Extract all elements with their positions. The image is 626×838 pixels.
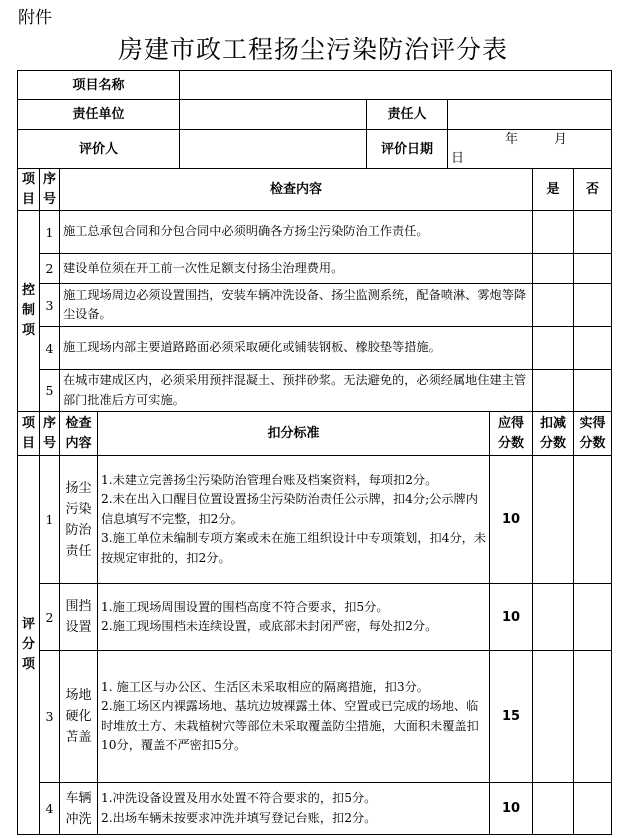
scoring-col-no: 序号	[40, 412, 60, 456]
project-name-label: 项目名称	[18, 71, 180, 100]
control-row	[18, 327, 612, 370]
scoring-col-deduct: 扣减分数	[533, 412, 574, 456]
control-col-item: 项目	[18, 169, 40, 211]
control-yes-cell[interactable]	[533, 284, 574, 327]
control-row	[18, 254, 612, 284]
control-row	[18, 211, 612, 254]
control-row-content: 施工总承包合同和分包合同中必须明确各方扬尘污染防治工作责任。	[60, 211, 533, 254]
control-row	[18, 370, 612, 412]
control-row-content: 建设单位须在开工前一次性足额支付扬尘治理费用。	[60, 254, 533, 284]
scoring-row-actual-cell[interactable]	[574, 456, 612, 584]
scoring-row-deduct-cell[interactable]	[533, 584, 574, 651]
scoring-row	[18, 651, 612, 783]
control-header-row	[18, 169, 612, 211]
control-no-cell[interactable]	[574, 284, 612, 327]
control-col-yes: 是	[533, 169, 574, 211]
control-row	[18, 284, 612, 327]
control-row-no: 1	[40, 211, 60, 254]
scoring-row-actual-cell[interactable]	[574, 651, 612, 783]
control-row-no: 2	[40, 254, 60, 284]
scoring-col-actual: 实得分数	[574, 412, 612, 456]
responsible-person-label: 责任人	[367, 100, 448, 130]
control-no-cell[interactable]	[574, 370, 612, 412]
attachment-label: 附件	[18, 8, 52, 28]
scoring-row-due-score: 15	[490, 651, 533, 783]
project-name-value[interactable]	[180, 71, 612, 100]
evaluator-value[interactable]	[180, 130, 367, 169]
scoring-row-category: 围挡设置	[60, 584, 98, 651]
scoring-row-due-score: 10	[490, 456, 533, 584]
control-no-cell[interactable]	[574, 211, 612, 254]
scoring-row-category: 场地硬化苫盖	[60, 651, 98, 783]
scoring-row-no: 2	[40, 584, 60, 651]
control-row-no: 5	[40, 370, 60, 412]
scoring-row-deduct-cell[interactable]	[533, 783, 574, 835]
scoring-row-actual-cell[interactable]	[574, 783, 612, 835]
scoring-col-due: 应得分数	[490, 412, 533, 456]
scoring-row-no: 3	[40, 651, 60, 783]
scoring-row	[18, 456, 612, 584]
scoring-row-actual-cell[interactable]	[574, 584, 612, 651]
scoring-row-due-score: 10	[490, 584, 533, 651]
responsible-row	[18, 100, 612, 130]
scoring-row-standard: 1. 施工区与办公区、生活区未采取相应的隔离措施，扣3分。 2.施工场区内裸露场地、基坑边坡裸露土体、空置或已完成的场地、临时堆放土方、未栽植树穴等部位未采取覆盖防尘措施，大面积未覆盖扣10分，覆盖不严密扣5分。	[98, 651, 490, 783]
control-row-no: 4	[40, 327, 60, 370]
control-group-label: 控制项	[18, 211, 40, 412]
scoring-row-standard: 1.施工现场周围设置的围档高度不符合要求，扣5分。 2.施工现场围档未连续设置，或底部未封闭严密，每处扣2分。	[98, 584, 490, 651]
project-name-row	[18, 71, 612, 100]
scoring-row-no: 1	[40, 456, 60, 584]
scoring-row-standard: 1.冲洗设备设置及用水处置不符合要求的，扣5分。 2.出场车辆未按要求冲洗并填写登记台账，扣2分。	[98, 783, 490, 835]
control-yes-cell[interactable]	[533, 327, 574, 370]
scoring-row-category: 扬尘污染防治责任	[60, 456, 98, 584]
evaluator-row	[18, 130, 612, 169]
scoring-row-no: 4	[40, 783, 60, 835]
responsible-person-value[interactable]	[448, 100, 612, 130]
scoring-row-deduct-cell[interactable]	[533, 456, 574, 584]
control-row-no: 3	[40, 284, 60, 327]
scoring-row-standard: 1.未建立完善扬尘污染防治管理台账及档案资料，每项扣2分。 2.未在出入口醒目位置设置扬尘污染防治责任公示牌，扣4分;公示牌内信息填写不完整，扣2分。 3.施工单位未编制专项方案或未在施工组织设计中专项策划，扣4分，未按规定审批的，扣2分。	[98, 456, 490, 584]
date-month: 月	[554, 132, 568, 147]
control-yes-cell[interactable]	[533, 254, 574, 284]
scoring-group-label: 评分项	[18, 456, 40, 835]
eval-date-label: 评价日期	[367, 130, 448, 169]
date-year: 年	[505, 132, 519, 147]
control-yes-cell[interactable]	[533, 211, 574, 254]
control-no-cell[interactable]	[574, 327, 612, 370]
control-no-cell[interactable]	[574, 254, 612, 284]
scoring-col-item: 项目	[18, 412, 40, 456]
evaluator-label: 评价人	[18, 130, 180, 169]
control-col-no: 序号	[40, 169, 60, 211]
scoring-header-row	[18, 412, 612, 456]
eval-date-value[interactable]	[448, 130, 612, 169]
responsible-unit-label: 责任单位	[18, 100, 180, 130]
scoring-col-standard: 扣分标准	[98, 412, 490, 456]
control-row-content: 在城市建成区内，必须采用预拌混凝土、预拌砂浆。无法避免的，必须经属地住建主管部门批准后方可实施。	[60, 370, 533, 412]
scoring-row-due-score: 10	[490, 783, 533, 835]
control-yes-cell[interactable]	[533, 370, 574, 412]
control-row-content: 施工现场内部主要道路路面必须采取硬化或铺装钢板、橡胶垫等措施。	[60, 327, 533, 370]
scoring-row-deduct-cell[interactable]	[533, 651, 574, 783]
scoring-row	[18, 783, 612, 835]
scoring-table	[17, 70, 612, 835]
date-day: 日	[451, 151, 465, 166]
control-col-content: 检查内容	[60, 169, 533, 211]
control-col-no-answer: 否	[574, 169, 612, 211]
scoring-col-content: 检查内容	[60, 412, 98, 456]
scoring-row-category: 车辆冲洗	[60, 783, 98, 835]
scoring-row	[18, 584, 612, 651]
page-title: 房建市政工程扬尘污染防治评分表	[117, 35, 508, 64]
responsible-unit-value[interactable]	[180, 100, 367, 130]
control-row-content: 施工现场周边必须设置围挡，安装车辆冲洗设备、扬尘监测系统，配备喷淋、雾炮等降尘设备。	[60, 284, 533, 327]
